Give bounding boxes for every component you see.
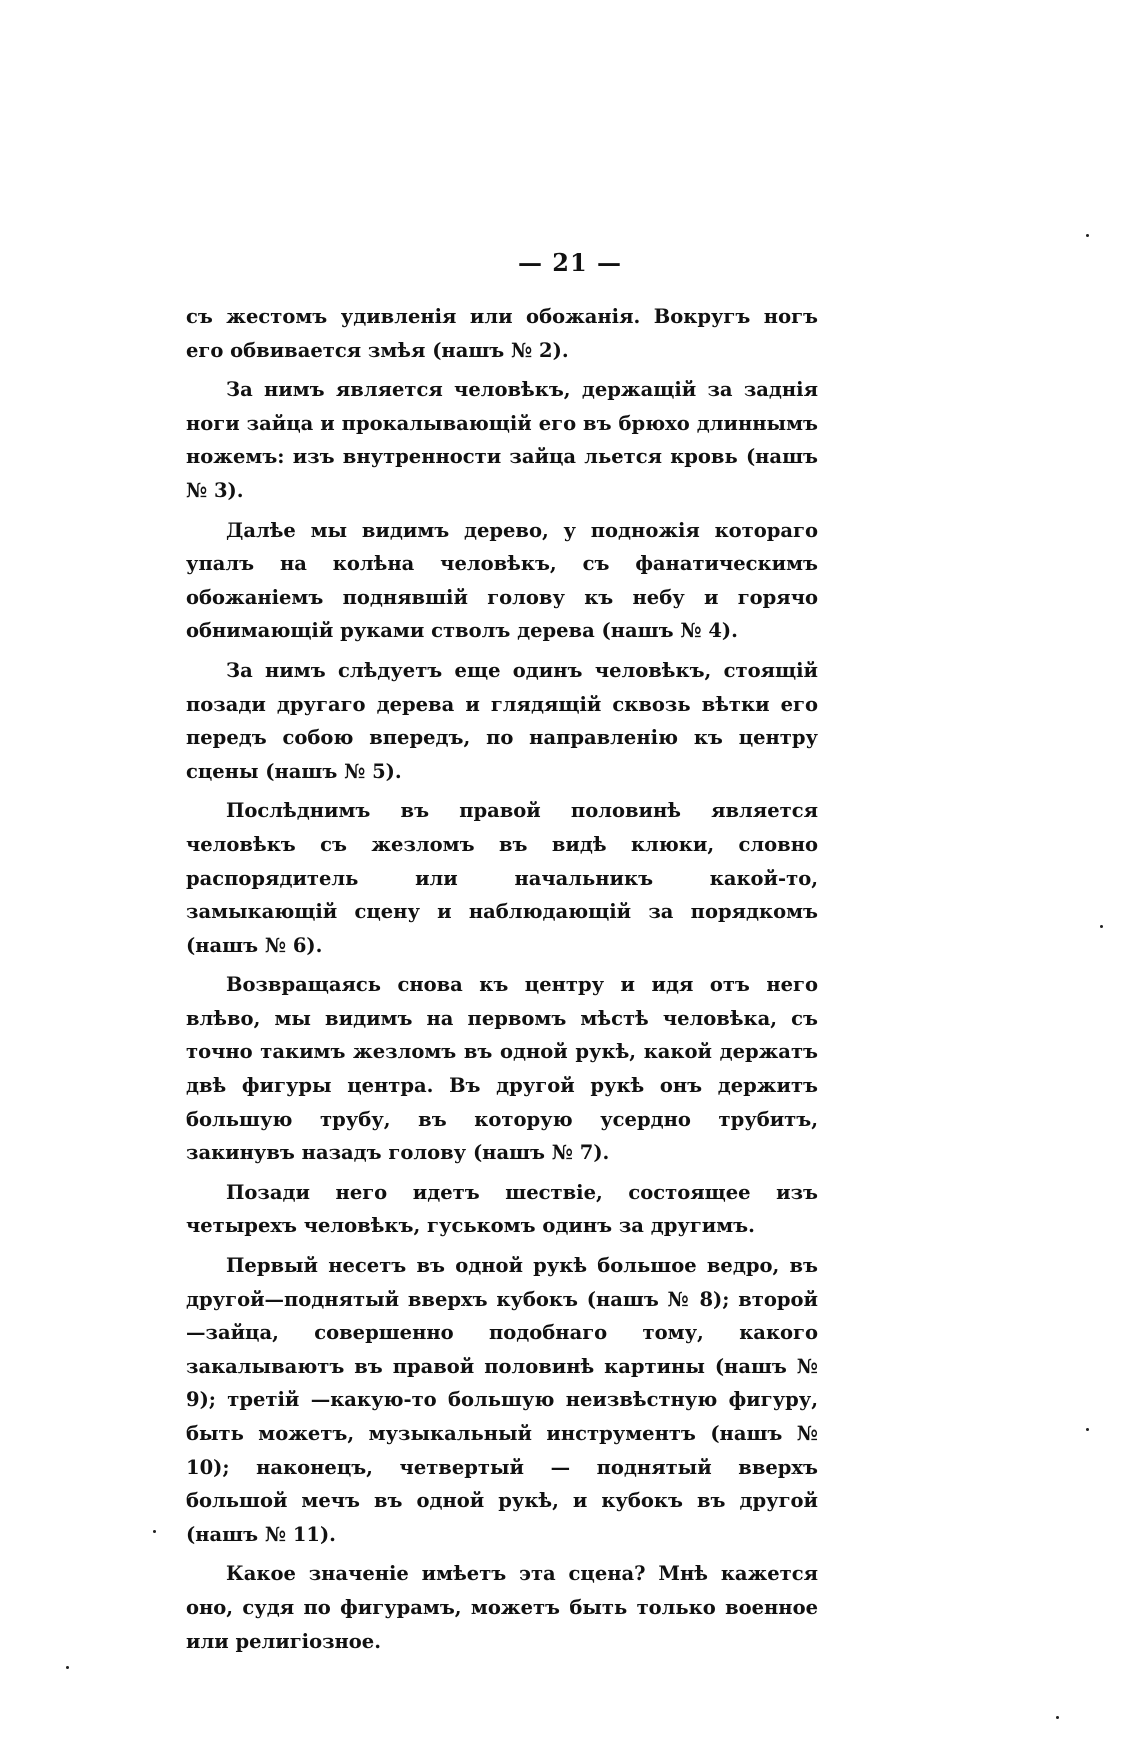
paragraph-7: Позади него идетъ шествіе, состоящее изъ четырехъ человѣкъ, гуськомъ одинъ за другимъ.	[186, 1180, 818, 1238]
scan-speck	[1056, 1716, 1059, 1719]
paragraph-2: За нимъ является человѣкъ, держащій за заднія ноги зайца и прокалывающій его въ брюхо длиннымъ ножемъ: изъ внутренности зайца льется кровь (нашъ № 3).	[186, 378, 818, 502]
page-number: — 21 —	[517, 248, 623, 277]
scan-speck	[1086, 1428, 1089, 1431]
paragraph-4: За нимъ слѣдуетъ еще одинъ человѣкъ, стоящій позади другаго дерева и глядящій сквозь вѣтки его передъ собою впередъ, по направленію къ центру сцены (нашъ № 5).	[186, 658, 818, 783]
scan-speck	[1100, 925, 1103, 928]
paragraph-5: Послѣднимъ въ правой половинѣ является человѣкъ съ жезломъ въ видѣ клюки, словно распорядитель или начальникъ какой-то, замыкающій сцену и наблюдающій за порядкомъ (нашъ № 6).	[186, 799, 818, 957]
paragraph-1: съ жестомъ удивленія или обожанія. Вокругъ ногъ его обвивается змѣя (нашъ № 2).	[186, 305, 818, 362]
paragraph-9: Какое значеніе имѣетъ эта сцена? Мнѣ кажется оно, судя по фигурамъ, можетъ быть только военное или религіозное.	[186, 1562, 818, 1653]
scan-speck	[66, 1666, 69, 1669]
body-text	[186, 300, 818, 1664]
paragraph-8: Первый несетъ въ одной рукѣ большое ведро, въ другой—поднятый вверхъ кубокъ (нашъ № 8); второй—зайца, совершенно подобнаго тому, какого закалываютъ въ правой половинѣ картины (нашъ № 9); третій —какую-то большую неизвѣстную фигуру, быть можетъ, музыкальный инструментъ (нашъ № 10); наконецъ, четвертый — поднятый вверхъ большой мечъ въ одной рукѣ, и кубокъ въ другой (нашъ № 11).	[186, 1254, 818, 1546]
paragraph-3: Далѣе мы видимъ дерево, у подножія котораго упалъ на колѣна человѣкъ, съ фанатическимъ обожаніемъ поднявшій голову къ небу и горячо обнимающій руками стволъ дерева (нашъ № 4).	[186, 518, 818, 643]
scan-speck	[153, 1530, 156, 1533]
scan-speck	[1086, 234, 1089, 237]
paragraph-6: Возвращаясь снова къ центру и идя отъ него влѣво, мы видимъ на первомъ мѣстѣ человѣка, съ точно такимъ жезломъ въ одной рукѣ, какой держатъ двѣ фигуры центра. Въ другой рукѣ онъ держитъ большую трубу, въ которую усердно трубитъ, закинувъ назадъ голову (нашъ № 7).	[186, 973, 818, 1165]
